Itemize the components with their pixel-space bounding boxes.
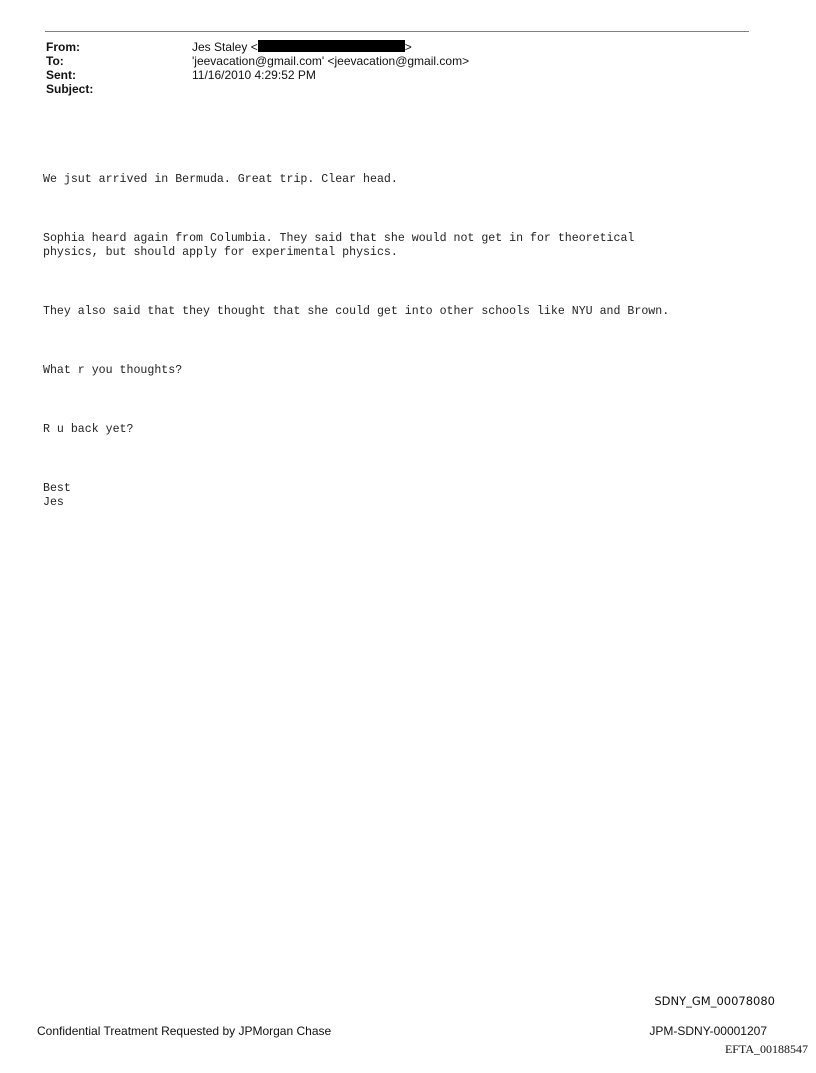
from-row	[46, 40, 469, 54]
from-value	[192, 40, 412, 54]
sent-value: 11/16/2010 4:29:52 PM	[192, 68, 316, 82]
signature-closing: Best	[43, 482, 71, 495]
signature-name: Jes	[43, 496, 64, 509]
to-value: 'jeevacation@gmail.com' <jeevacation@gmail.com>	[192, 54, 470, 68]
bates-stamp: SDNY_GM_00078080	[654, 994, 775, 1008]
from-name: Jes Staley <	[192, 40, 258, 54]
jpm-bates-number: JPM-SDNY-00001207	[649, 1024, 767, 1038]
to-label: To:	[46, 54, 64, 68]
email-header	[46, 40, 469, 96]
from-close: >	[404, 40, 412, 54]
subject-row	[46, 82, 469, 96]
confidential-notice: Confidential Treatment Requested by JPMorgan Chase	[37, 1024, 332, 1038]
efta-number: EFTA_00188547	[724, 1042, 808, 1056]
body-paragraph: R u back yet?	[43, 423, 134, 436]
to-row	[46, 54, 469, 68]
redaction-box	[258, 40, 405, 52]
body-line: physics, but should apply for experimental physics.	[43, 246, 398, 259]
body-paragraph: What r you thoughts?	[43, 364, 183, 377]
subject-label: Subject:	[46, 82, 94, 96]
email-body	[43, 145, 669, 541]
sent-row	[46, 68, 469, 82]
header-divider	[45, 31, 749, 32]
sent-label: Sent:	[46, 68, 76, 82]
body-paragraph: We jsut arrived in Bermuda. Great trip. Clear head.	[43, 173, 398, 186]
body-paragraph	[43, 232, 669, 260]
body-paragraph: They also said that they thought that she could get into other schools like NYU and Brown.	[43, 305, 670, 318]
body-line: Sophia heard again from Columbia. They said that she would not get in for theoretical	[43, 232, 635, 245]
signature	[43, 482, 669, 510]
from-label: From:	[46, 40, 80, 54]
